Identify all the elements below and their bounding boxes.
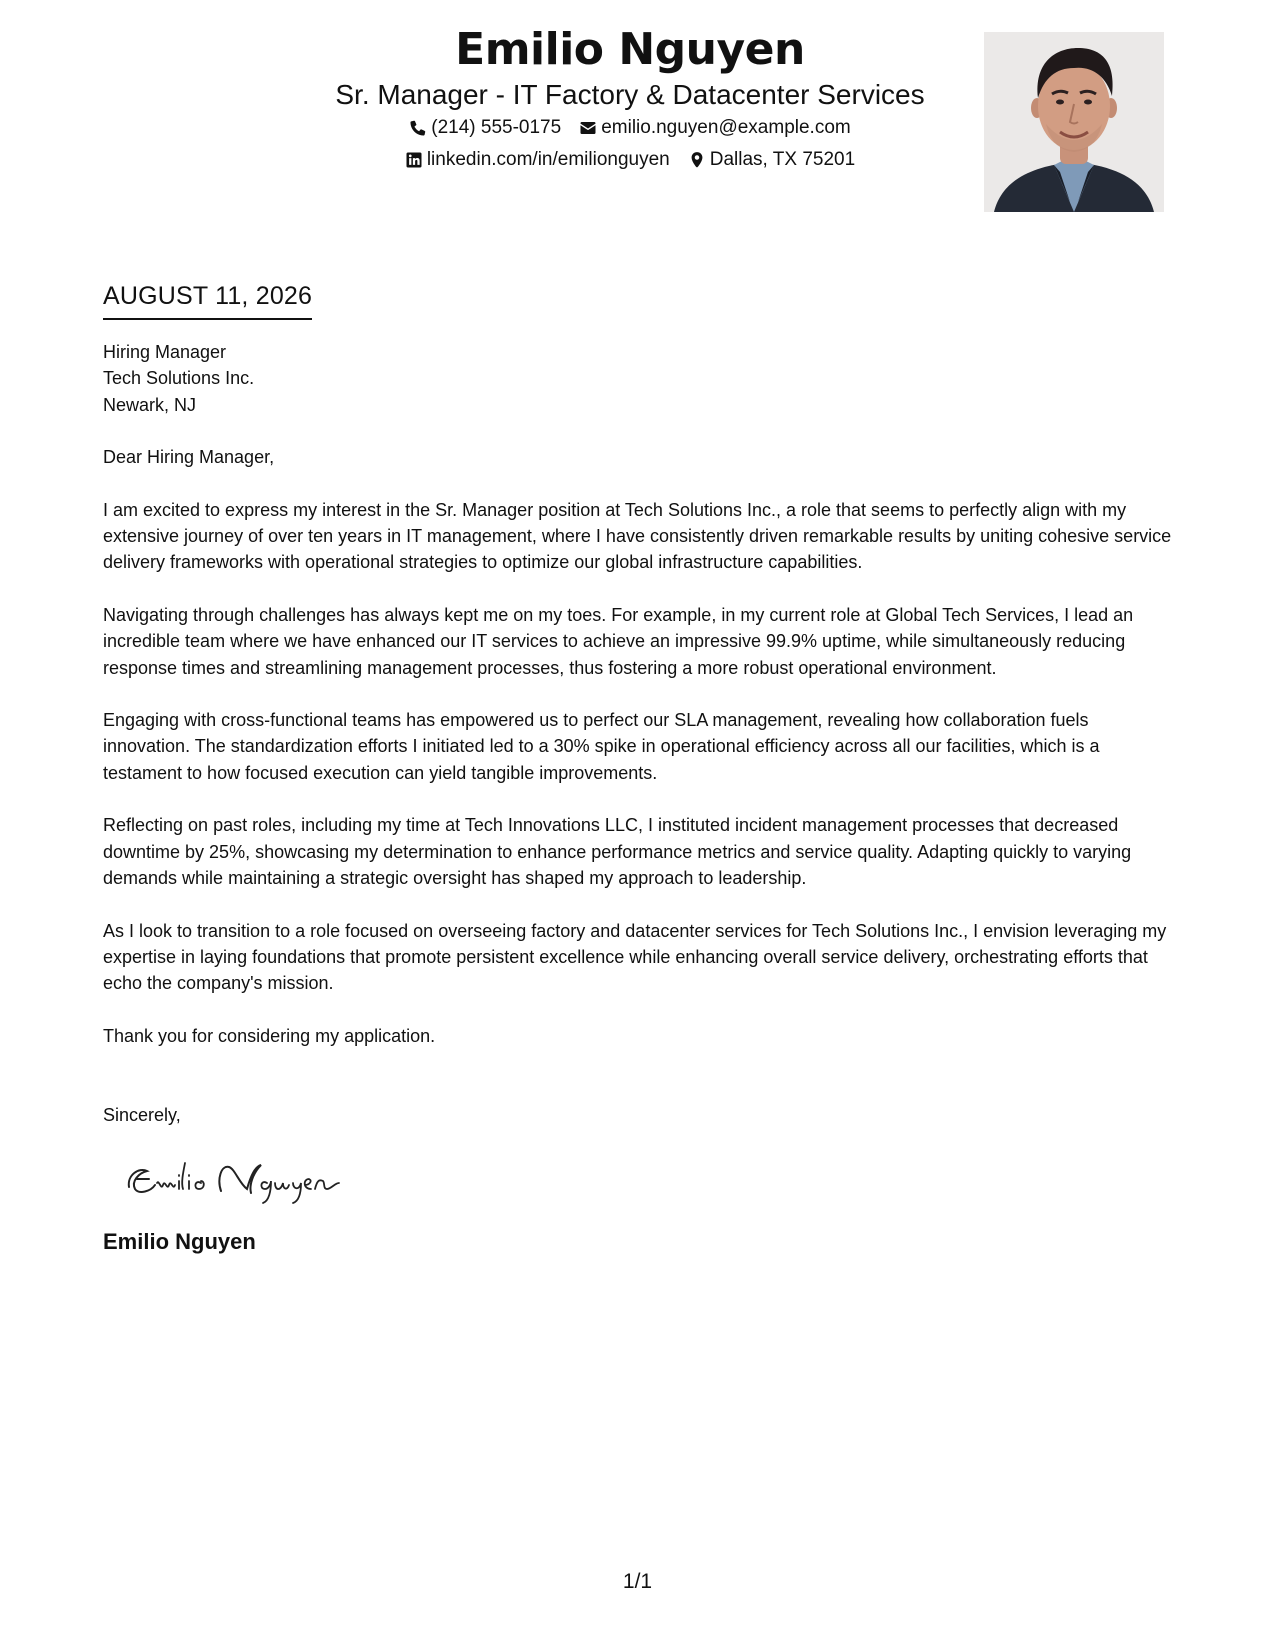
- date-block: [103, 278, 312, 320]
- email-text[interactable]: emilio.nguyen@example.com: [601, 117, 851, 138]
- contact-linkedin: [405, 144, 670, 176]
- salutation: Dear Hiring Manager,: [103, 447, 275, 468]
- linkedin-icon: [405, 151, 423, 169]
- linkedin-text[interactable]: linkedin.com/in/emilionguyen: [426, 149, 670, 170]
- recipient-line: Hiring Manager: [103, 342, 227, 362]
- contact-email: [579, 112, 851, 144]
- envelope-icon: [579, 119, 597, 137]
- body-paragraph: Reflecting on past roles, including my time at Tech Innovations LLC, I instituted incident management processes that decreased downtime by 25%, showcasing my determination to enhance performance metrics and service quality. Adapting quickly to varying demands while maintaining a strategic oversight has shaped my approach to leadership.: [103, 815, 1132, 889]
- profile-photo: [984, 32, 1164, 212]
- contact-line-1: [230, 112, 1030, 144]
- contact-location: [688, 144, 855, 176]
- letter-date: AUGUST 11, 2026: [103, 278, 312, 320]
- body-paragraph: Navigating through challenges has always kept me on my toes. For example, in my current role at Global Tech Services, I lead an incredible team where we have enhanced our IT services to achieve an impressive 99.9% uptime, while simultaneously reducing response times and streamlining management processes, thus fostering a more robust operational environment.: [103, 604, 1134, 678]
- phone-icon: [409, 119, 427, 137]
- letter-body: [103, 339, 1173, 1257]
- closing-line: Thank you for considering my application.: [103, 1025, 436, 1046]
- body-paragraph: As I look to transition to a role focused on overseeing factory and datacenter services for Tech Solutions Inc., I envision leveraging my expertise in laying foundations that promote persistent excellence while enhancing overall service delivery, orchestrating efforts that echo the company's mission.: [103, 920, 1167, 994]
- body-paragraph: I am excited to express my interest in the Sr. Manager position at Tech Solutions Inc., a role that seems to perfectly align with my extensive journey of over ten years in IT management, where I have consistently driven remarkable results by uniting cohesive service delivery frameworks with operational strategies to optimize our global infrastructure capabilities.: [103, 499, 1172, 573]
- recipient-line: Tech Solutions Inc.: [103, 368, 255, 389]
- body-paragraph: Engaging with cross-functional teams has empowered us to perfect our SLA management, revealing how collaboration fuels innovation. The standardization efforts I initiated led to a 30% spike in operational efficiency across all our facilities, which is a testament to how focused execution can yield tangible improvements.: [103, 710, 1100, 783]
- recipient-line: Newark, NJ: [103, 394, 197, 415]
- recipient-block: [103, 339, 1173, 418]
- contact-phone: [409, 112, 561, 144]
- contact-line-2: [230, 144, 1030, 176]
- map-pin-icon: [688, 151, 706, 169]
- signoff: Sincerely,: [103, 1105, 181, 1126]
- header-info: [230, 22, 1030, 176]
- location-text: Dallas, TX 75201: [709, 149, 856, 170]
- signer-name: Emilio Nguyen: [103, 1228, 256, 1254]
- applicant-name: Emilio Nguyen: [455, 24, 805, 75]
- phone-text[interactable]: (214) 555-0175: [431, 117, 562, 138]
- letter-header: [0, 22, 1275, 222]
- handwritten-signature: [117, 1149, 357, 1209]
- page-number: 1/1: [622, 1570, 653, 1593]
- applicant-title: Sr. Manager - IT Factory & Datacenter Services: [335, 79, 925, 110]
